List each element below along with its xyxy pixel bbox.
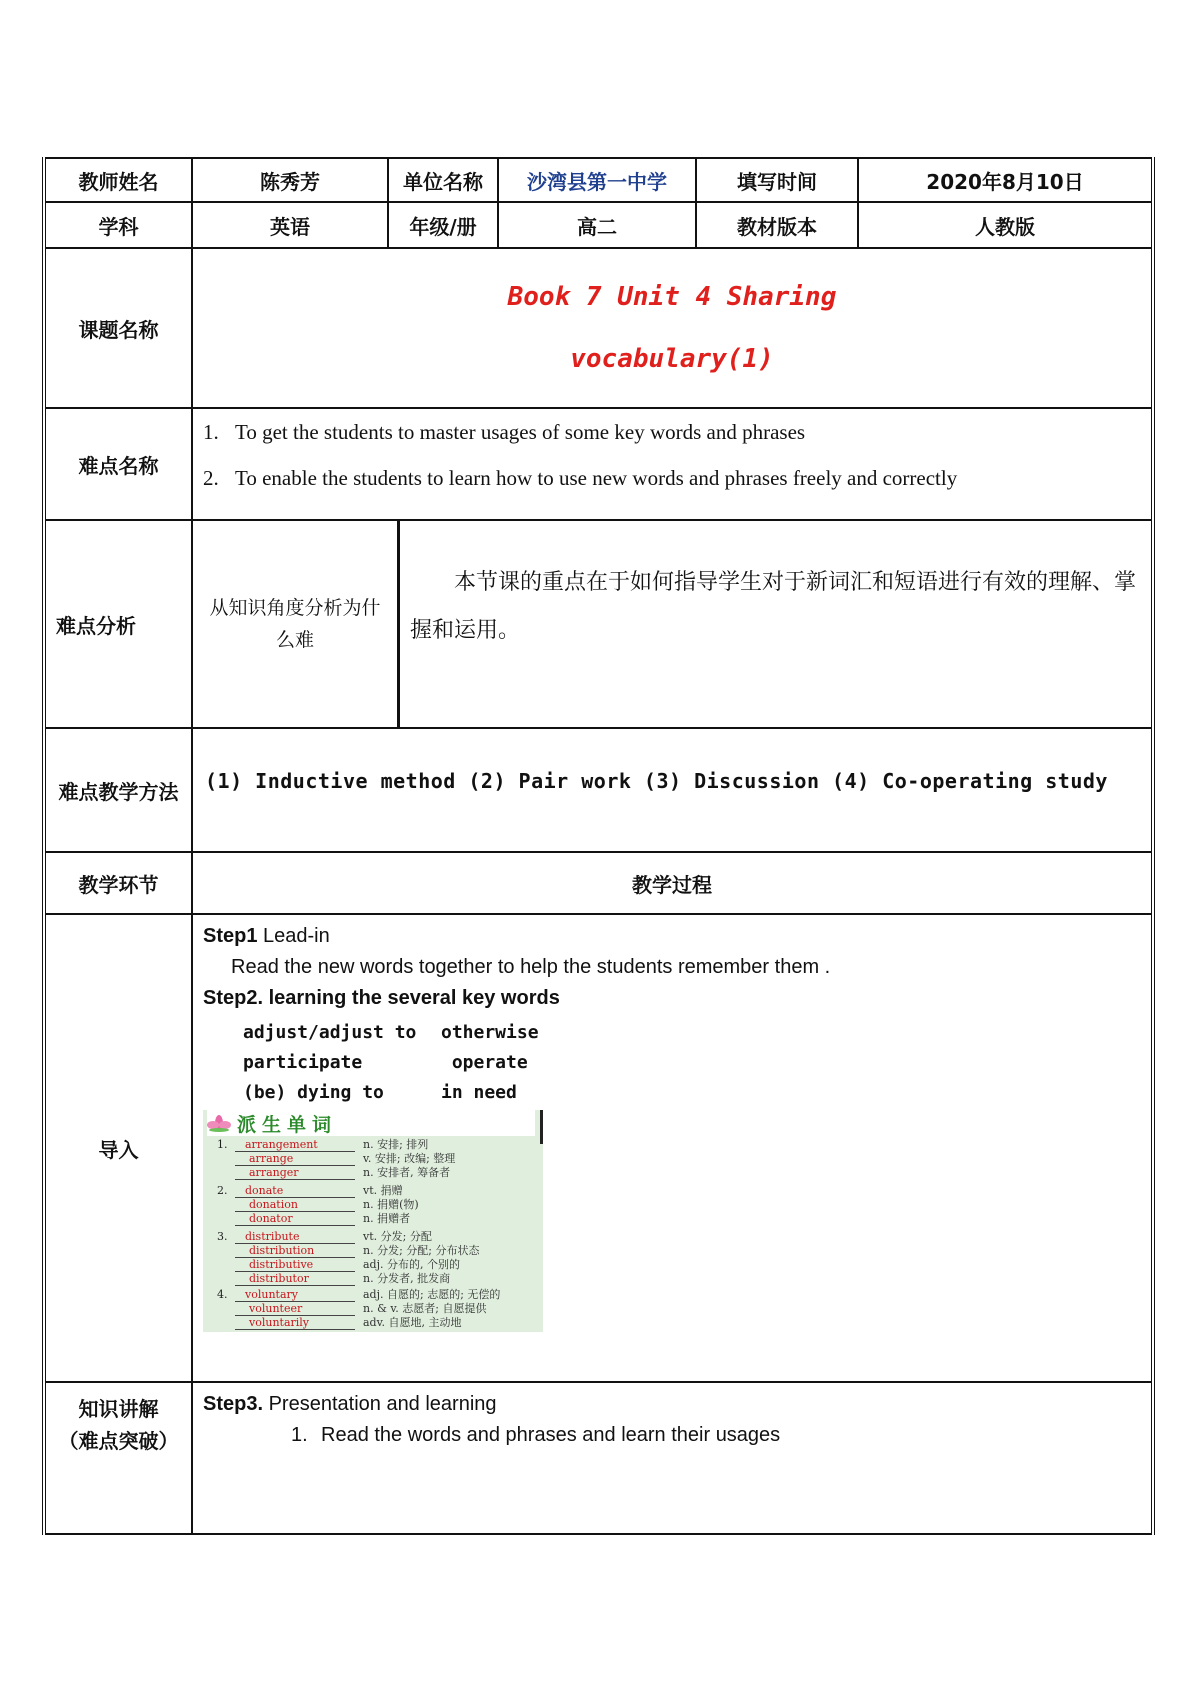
difficulty-item-number: 1. (203, 420, 219, 444)
analysis-text-cell (400, 521, 1151, 727)
difficulty-item (193, 455, 1151, 501)
key-word: (be) dying to (243, 1082, 384, 1103)
intro-row (44, 914, 1153, 1382)
derived-def: n. 捐赠(物) (363, 1198, 419, 1211)
derived-word: donate (235, 1184, 355, 1198)
derived-def: v. 安排; 改编; 整理 (363, 1152, 456, 1165)
derived-word: donator (235, 1212, 355, 1226)
derived-group (217, 1288, 500, 1330)
method-text: (1) Inductive method (2) Pair work (3) Discussion (4) Co-operating study (205, 769, 1108, 793)
derived-group (217, 1138, 455, 1180)
analysis-cell (192, 520, 1153, 728)
date-value: 2020年8月10日 (858, 158, 1153, 202)
intro-label: 导入 (44, 914, 192, 1382)
header-row-1 (44, 158, 1153, 202)
group-number: 4. (217, 1288, 228, 1301)
topic-title-line-2: vocabulary(1) (570, 344, 774, 374)
key-words-row (243, 1078, 1141, 1108)
derived-group (217, 1184, 419, 1226)
difficulty-label: 难点名称 (44, 408, 192, 520)
derived-words-image (203, 1110, 543, 1332)
key-words-row (243, 1048, 1141, 1078)
difficulty-cell (192, 408, 1153, 520)
intro-cell (192, 914, 1153, 1382)
method-label: 难点教学方法 (44, 728, 192, 852)
derived-word: distribution (235, 1244, 355, 1258)
key-words-row (243, 1018, 1141, 1048)
derived-word: arrangement (235, 1138, 355, 1152)
group-number: 2. (217, 1184, 228, 1197)
step1-heading: Step1 (203, 925, 258, 947)
difficulty-item-text: To enable the students to learn how to use new words and phrases freely and correctly (235, 466, 958, 490)
derived-word: distributor (235, 1272, 355, 1286)
derived-word: voluntarily (235, 1316, 355, 1330)
teacher-name: 陈秀芳 (192, 158, 388, 202)
subject-value: 英语 (192, 202, 388, 248)
step3-item (203, 1420, 1141, 1451)
derived-def: n. 安排; 排列 (363, 1138, 429, 1151)
derived-def: n. 安排者, 筹备者 (363, 1166, 451, 1179)
derived-word: donation (235, 1198, 355, 1212)
derived-def: adj. 自愿的; 志愿的; 无偿的 (363, 1288, 501, 1301)
step3-item-number: 1. (291, 1424, 308, 1446)
knowledge-label-line-2: （难点突破） (58, 1429, 179, 1453)
stage-label: 教学环节 (44, 852, 192, 914)
grade-value: 高二 (498, 202, 696, 248)
derived-group (217, 1230, 479, 1286)
difficulty-item (193, 409, 1151, 455)
edition-label: 教材版本 (696, 202, 858, 248)
subject-label: 学科 (44, 202, 192, 248)
derived-def: vt. 捐赠 (363, 1184, 403, 1197)
step1-detail: Read the new words together to help the students remember them . (231, 956, 831, 978)
lesson-plan-table (42, 157, 1155, 1535)
knowledge-row (44, 1382, 1153, 1534)
step1-title: Lead-in (257, 925, 330, 947)
derived-word: arrange (235, 1152, 355, 1166)
step2-line (203, 983, 1141, 1014)
key-word: in need (441, 1082, 517, 1103)
derived-words-title: 派生单词 (237, 1113, 338, 1136)
difficulty-row (44, 408, 1153, 520)
analysis-label: 难点分析 (44, 520, 192, 728)
derived-word: distribute (235, 1230, 355, 1244)
unit-label: 单位名称 (388, 158, 498, 202)
derived-word: volunteer (235, 1302, 355, 1316)
group-number: 1. (217, 1138, 228, 1151)
key-word: otherwise (441, 1022, 539, 1043)
key-word: adjust/adjust to (243, 1022, 417, 1043)
date-label: 填写时间 (696, 158, 858, 202)
difficulty-item-text: To get the students to master usages of some key words and phrases (235, 420, 806, 444)
step1-line (203, 921, 1141, 952)
header-row-2 (44, 202, 1153, 248)
process-label: 教学过程 (192, 852, 1153, 914)
derived-def: adj. 分布的, 个别的 (363, 1258, 460, 1271)
step3-line (203, 1389, 1141, 1420)
analysis-split (193, 521, 1151, 727)
teacher-label: 教师姓名 (44, 158, 192, 202)
topic-label: 课题名称 (44, 248, 192, 408)
step3-title: Presentation and learning (263, 1393, 497, 1415)
derived-word: distributive (235, 1258, 355, 1272)
topic-row (44, 248, 1153, 408)
derived-def: vt. 分发; 分配 (363, 1230, 432, 1243)
key-words-list (243, 1018, 1141, 1108)
knowledge-label (44, 1382, 192, 1534)
unit-name: 沙湾县第一中学 (498, 158, 696, 202)
step3-item-text: Read the words and phrases and learn their usages (321, 1424, 781, 1446)
derived-def: n. & v. 志愿者; 自愿提供 (363, 1302, 487, 1315)
derived-def: n. 捐赠者 (363, 1212, 411, 1225)
derived-words-heading (207, 1110, 535, 1136)
method-cell (192, 728, 1153, 852)
derived-def: n. 分发; 分配; 分布状态 (363, 1244, 480, 1257)
lotus-icon (207, 1113, 231, 1133)
grade-label: 年级/册 (388, 202, 498, 248)
key-word: operate (441, 1052, 528, 1073)
step2-heading: Step2. learning the several key words (203, 987, 560, 1009)
analysis-row (44, 520, 1153, 728)
analysis-text: 本节课的重点在于如何指导学生对于新词汇和短语进行有效的理解、掌握和运用。 (410, 570, 1137, 643)
derived-word: voluntary (235, 1288, 355, 1302)
knowledge-label-line-1: 知识讲解 (78, 1397, 159, 1421)
analysis-sub-label: 从知识角度分析为什么难 (209, 597, 381, 651)
edition-value: 人教版 (858, 202, 1153, 248)
topic-title-line-1: Book 7 Unit 4 Sharing (507, 282, 837, 312)
knowledge-cell (192, 1382, 1153, 1534)
analysis-sub-cell (193, 521, 400, 727)
difficulty-item-number: 2. (203, 466, 219, 490)
derived-def: n. 分发者, 批发商 (363, 1272, 451, 1285)
image-divider (540, 1110, 543, 1144)
step3-heading: Step3. (203, 1393, 264, 1415)
derived-word: arranger (235, 1166, 355, 1180)
topic-cell (192, 248, 1153, 408)
process-header-row (44, 852, 1153, 914)
group-number: 3. (217, 1230, 228, 1243)
key-word: participate (243, 1052, 363, 1073)
method-row (44, 728, 1153, 852)
derived-def: adv. 自愿地, 主动地 (363, 1316, 462, 1329)
